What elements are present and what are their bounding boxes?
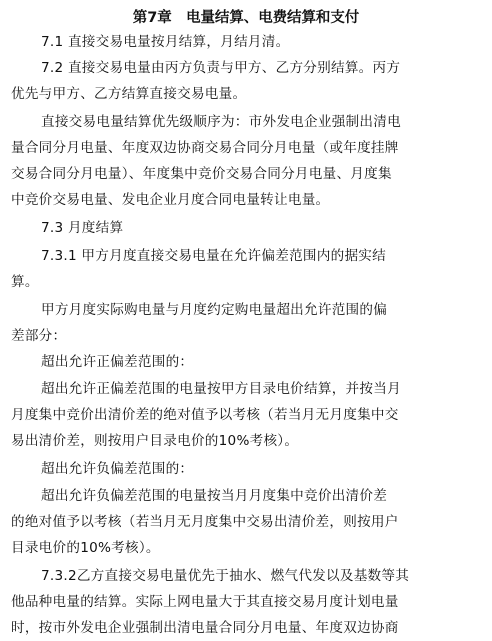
paragraph-line: 7.3.2乙方直接交易电量优先于抽水、燃气代发以及基数等其 — [41, 568, 410, 584]
paragraph-line: 月度集中竞价出清价差的绝对值予以考核（若当月无月度集中交 — [11, 407, 399, 423]
paragraph-line: 7.2 直接交易电量由丙方负责与甲方、乙方分别结算。丙方 — [41, 60, 401, 76]
paragraph-line: 7.3.1 甲方月度直接交易电量在允许偏差范围内的据实结 — [41, 248, 386, 264]
paragraph-line: 目录电价的10%考核）。 — [11, 540, 160, 556]
paragraph-line: 超出允许负偏差范围的电量按当月月度集中竞价出清价差 — [41, 488, 388, 504]
paragraph-line: 甲方月度实际购电量与月度约定购电量超出允许范围的偏 — [41, 302, 388, 318]
paragraph-line: 中竞价交易电量、发电企业月度合同电量转让电量。 — [11, 192, 330, 208]
paragraph-line: 超出允许正偏差范围的： — [41, 354, 194, 370]
paragraph-line: 超出允许负偏差范围的： — [41, 461, 194, 477]
paragraph-line: 他品种电量的结算。实际上网电量大于其直接交易月度计划电量 — [11, 594, 399, 610]
paragraph-line: 7.1 直接交易电量按月结算，月结月清。 — [41, 34, 290, 50]
paragraph-line: 算。 — [11, 274, 39, 290]
chapter-title: 第7章 电量结算、电费结算和支付 — [132, 10, 360, 26]
paragraph-line: 优先与甲方、乙方结算直接交易电量。 — [11, 86, 247, 102]
paragraph-line: 交易合同分月电量）、年度集中竞价交易合同分月电量、月度集 — [11, 166, 392, 182]
paragraph-line: 差部分： — [11, 328, 67, 344]
paragraph-line: 直接交易电量结算优先级顺序为：市外发电企业强制出清电 — [41, 114, 401, 130]
section-heading: 7.3 月度结算 — [41, 220, 124, 236]
paragraph-line: 的绝对值予以考核（若当月无月度集中交易出清价差，则按用户 — [11, 514, 399, 530]
paragraph-line: 量合同分月电量、年度双边协商交易合同分月电量（或年度挂牌 — [11, 140, 399, 156]
paragraph-line: 易出清价差，则按用户目录电价的10%考核）。 — [11, 433, 299, 449]
paragraph-line: 超出允许正偏差范围的电量按甲方目录电价结算，并按当月 — [41, 381, 401, 397]
paragraph-line: 时，按市外发电企业强制出清电量合同分月电量、年度双边协商 — [11, 620, 399, 636]
